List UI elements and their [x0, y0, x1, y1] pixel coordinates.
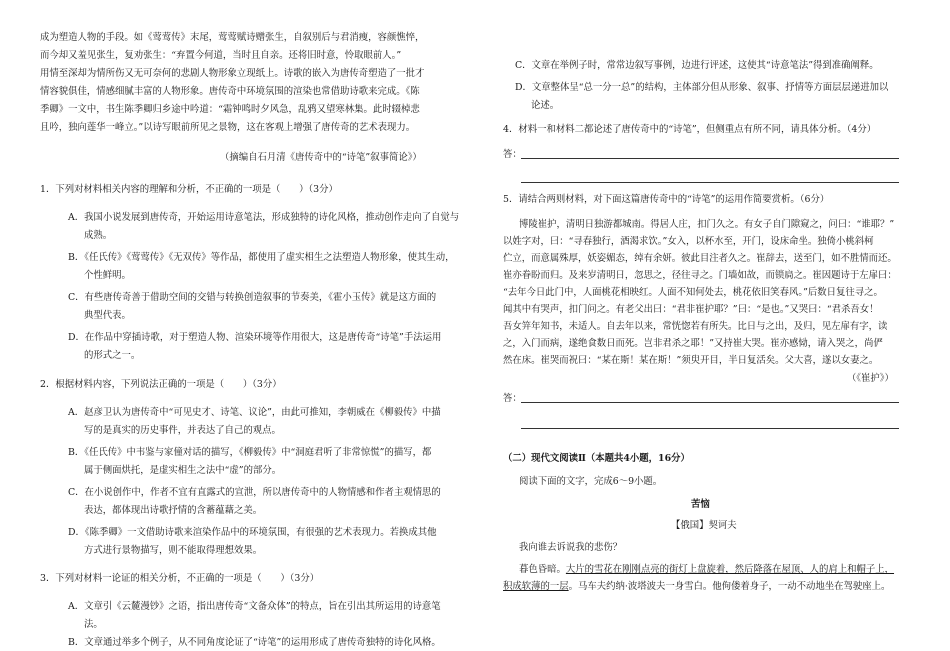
story-line: 博陵崔护，清明日独游都城南。得居人庄，扣门久之。有女子自门隙窥之，问曰：“谁耶？”	[519, 219, 895, 230]
q2-option-c-cont: 表达，都体现出诗歌抒情的含蓄蕴藉之美。	[84, 505, 263, 516]
q1-option-c: C．有些唐传奇善于借助空间的交错与转换创造叙事的节奏美，《霍小玉传》就是这方面的	[68, 292, 437, 303]
story-paragraph	[519, 564, 894, 576]
q2-option-b-cont: 属于侧面烘托，是虚实相生之法中“虚”的部分。	[84, 465, 282, 476]
answer-line-q5-2[interactable]	[521, 428, 899, 429]
q2-option-a-cont: 写的是真实的历史事件，并表达了自己的观点。	[84, 425, 281, 436]
story-source: （《崔护》）	[847, 373, 894, 384]
q3-option-a-cont: 法。	[84, 619, 103, 630]
material-paragraph-line: 而今却又羞见张生，复劝张生：“弃置今何道，当时且自亲。还将旧时意，怜取眼前人。”	[40, 50, 402, 61]
story-line: 然在床。崔哭而祝曰：“某在斯！某在斯！”须臾开目，半日复活矣。父大喜，遂以女妻之。	[503, 355, 879, 366]
story-paragraph: 我向谁去诉说我的悲伤？	[519, 542, 623, 553]
story-line: 闻其中有哭声，扣门问之。有老父出曰：“君非崔护耶？”曰：“是也。”又哭曰：“君杀吾女！	[503, 304, 879, 315]
story-author: 【俄国】契诃夫	[671, 520, 737, 531]
answer-line-q4-1[interactable]	[521, 158, 899, 159]
q1-option-c-cont: 典型代表。	[84, 310, 131, 321]
q1-option-a-cont: 成熟。	[84, 230, 113, 241]
underlined-text: 大片的雪花在刚刚点亮的街灯上盘旋着，然后降落在屋顶、人的肩上和帽子上，	[565, 564, 895, 575]
q3-option-a: A．文章引《云麓漫钞》之语，指出唐传奇“文备众体”的特点，旨在引出其所运用的诗意笔	[68, 601, 441, 612]
q1-option-d-cont: 的形式之一。	[84, 350, 141, 361]
q1-option-b-cont: 个性鲜明。	[84, 270, 131, 281]
question-2: 2．根据材料内容，下列说法正确的一项是（ ）（3分）	[40, 379, 282, 390]
material-paragraph-line: 成为塑造人物的手段。如《莺莺传》末尾，莺莺赋诗赠张生，自叙别后与君消瘦，容颜憔悴，	[40, 32, 425, 43]
q3-option-c: C．文章在举例子时，常常边叙写事例，边进行评述，这使其“诗意笔法”得到准确阐释。	[515, 60, 879, 71]
question-1: 1．下列对材料相关内容的理解和分析，不正确的一项是（ ）（3分）	[40, 184, 338, 195]
answer-label: 答：	[503, 393, 522, 404]
story-line: 之，入门而病，遂绝食数日而死。岂非君杀之耶！”又持崔大哭。崔亦感恸，请入哭之，尚俨	[503, 338, 883, 349]
story-text: 暮色昏暗。	[519, 564, 566, 575]
q2-option-b: B．《任氏传》中韦鉴与家僮对话的描写，《柳毅传》中“洞庭君听了非常惊慌”的描写，都	[68, 447, 432, 458]
section-instruction: 阅读下面的文字，完成6～9小题。	[519, 476, 663, 487]
q1-option-d: D．在作品中穿插诗歌，对于塑造人物、渲染环境等作用很大，这是唐传奇“诗笔”手法运用	[68, 332, 442, 343]
q3-option-d-cont: 论述。	[531, 100, 560, 111]
q1-option-a: A．我国小说发展到唐传奇，开始运用诗意笔法，形成独特的诗化风格，推动创作走向了自觉与	[68, 212, 460, 223]
q3-option-b: B．文章通过举多个例子，从不同角度论证了“诗笔”的运用形成了唐传奇独特的诗化风格。	[68, 637, 441, 648]
q1-option-b: B．《任氏传》《莺莺传》《无双传》等作品，都使用了虚实相生之法塑造人物形象，使其生动，	[68, 252, 455, 263]
answer-line-q5-1[interactable]	[521, 402, 899, 403]
story-line: 崔亦眷盼而归。及来岁清明日，忽思之，径往寻之。门墙如故，而锁扃之。崔因题诗于左扉曰：	[503, 270, 897, 281]
story-line: “去年今日此门中，人面桃花相映红。人面不知何处去，桃花依旧笑春风。”后数日复往寻之。	[503, 287, 883, 298]
answer-line-q4-2[interactable]	[521, 182, 899, 183]
story-title: 苦恼	[691, 499, 710, 510]
answer-label: 答：	[503, 149, 522, 160]
story-text: 。马车夫约纳·波塔波夫一身雪白。他佝偻着身子，一动不动地坐在驾驶座上。	[568, 581, 891, 592]
material-source: （摘编自石月清《唐传奇中的“诗笔”叙事简论》）	[220, 152, 422, 163]
q2-option-d: D．《陈季卿》一文借助诗歌来渲染作品中的环境氛围，有很强的艺术表现力。若换成其他	[68, 527, 437, 538]
underlined-text: 积成软薄的一层	[503, 581, 569, 592]
question-5: 5．请结合两则材料，对下面这篇唐传奇中的“诗笔”的运用作简要赏析。（6分）	[503, 194, 830, 205]
q2-option-d-cont: 方式进行景物描写，则不能取得理想效果。	[84, 545, 263, 556]
q2-option-c: C．在小说创作中，作者不宜有直露式的宣泄，所以唐传奇中的人物情感和作者主观情思的	[68, 487, 441, 498]
material-paragraph-line: 用情至深却为情所伤又无可奈何的悲剧人物形象立现纸上。诗歌的嵌入为唐传奇塑造了一批才	[40, 68, 425, 79]
q3-option-d: D．文章整体呈“总一分一总”的结构，主体部分但从形象、叙事、抒情等方面层层递进加以	[515, 82, 889, 93]
material-paragraph-line: 季卿》一文中，书生陈季卿归乡途中吟道：“霜钟鸣时夕风急，乱鸦又望寒林集。此时辍棹悲	[40, 104, 420, 115]
story-line: 以姓字对，曰：“寻春独行，酒渴求饮。”女入，以杯水至，开门，设床命坐。独倚小桃斜柯	[503, 236, 874, 247]
material-paragraph-line: 情容貌俱佳，情感细腻丰富的人物形象。唐传奇中环境氛围的渲染也常借助诗歌来完成。《陈	[40, 86, 420, 97]
section-heading: （二）现代文阅读Ⅱ（本题共4小题，16分）	[503, 453, 690, 464]
story-paragraph	[503, 581, 890, 593]
story-line: 伫立，而意属殊厚，妖姿媚态，绰有余妍。彼此目注者久之。崔辞去，送至门，如不胜情而还。	[503, 253, 897, 264]
material-paragraph-line: 且吟，独向莲华一峰立。”以诗写眼前所见之景物，这在客观上增强了唐传奇的艺术表现力。	[40, 122, 416, 133]
q2-option-a: A．赵彦卫认为唐传奇中“可见史才、诗笔、议论”，由此可推知，李朝威在《柳毅传》中描	[68, 407, 441, 418]
question-4: 4．材料一和材料二都论述了唐传奇中的“诗笔”，但侧重点有所不同，请具体分析。（4分）	[503, 124, 877, 135]
story-line: 吾女笄年知书，未适人。自去年以来，常恍惚若有所失。比日与之出，及归，见左扉有字，读	[503, 321, 888, 332]
question-3: 3．下列对材料一论证的相关分析，不正确的一项是（ ）（3分）	[40, 573, 320, 584]
